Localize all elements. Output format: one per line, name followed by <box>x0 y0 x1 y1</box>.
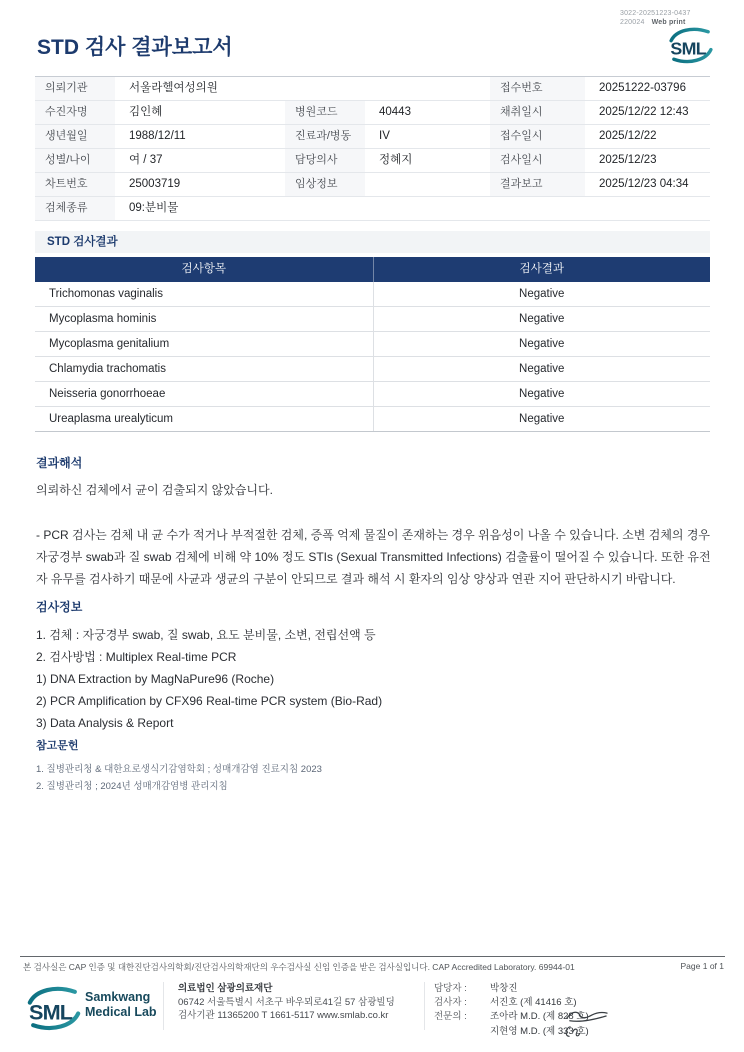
table-row <box>35 382 710 407</box>
patient-field-label: 접수번호 <box>490 77 585 101</box>
staff-label: 검사자 : <box>434 997 467 1009</box>
column-header-result: 검사결과 <box>373 257 711 282</box>
reference-line: 1. 질병관리청 & 대한요로생식기감염학회 ; 성매개감염 진료지침 2023 <box>36 764 322 775</box>
patient-field-value: 1988/12/11 <box>115 125 285 149</box>
staff-row <box>434 982 589 996</box>
test-result-cell: Negative <box>373 407 711 431</box>
section-title: 검사정보 <box>36 600 83 614</box>
logo-text: SML <box>29 999 73 1025</box>
company-org-name: 의료법인 삼광의료재단 <box>178 983 273 994</box>
patient-field-value: IV <box>365 125 490 149</box>
section-title: 결과해석 <box>36 456 83 470</box>
footer-vertical-divider <box>163 982 164 1030</box>
table-row <box>35 307 710 332</box>
patient-field-label: 병원코드 <box>285 101 365 125</box>
footer-vertical-divider <box>424 982 425 1030</box>
patient-field-value: 40443 <box>365 101 490 125</box>
patient-field-label: 의뢰기관 <box>35 77 115 101</box>
test-result-cell: Negative <box>373 382 711 406</box>
patient-field-value: 여 / 37 <box>115 149 285 173</box>
interpretation-summary: 의뢰하신 검체에서 균이 검출되지 않았습니다. <box>36 483 273 497</box>
staff-name: 서진호 (제 41416 호) <box>490 997 577 1009</box>
patient-field-value: 20251222-03796 <box>585 77 710 101</box>
footer-accreditation-row <box>23 961 724 973</box>
print-code-line1: 3022-20251223-0437 <box>620 10 691 17</box>
page-title: STD 검사 결과보고서 <box>37 36 233 59</box>
patient-field-label: 결과보고 <box>490 173 585 197</box>
company-registration: 검사기관 11365200 T 1661-5117 www.smlab.co.kr <box>178 1010 389 1021</box>
table-row <box>35 332 710 357</box>
test-result-cell: Negative <box>373 357 711 381</box>
patient-field-value: 2025/12/22 12:43 <box>585 101 710 125</box>
table-row <box>35 357 710 382</box>
staff-name: 박창진 <box>490 983 518 994</box>
patient-field-label: 진료과/병동 <box>285 125 365 149</box>
interpretation-section <box>36 454 712 590</box>
patient-field-value: 서울라헬여성의원 <box>115 77 490 101</box>
patient-field-label: 임상정보 <box>285 173 365 197</box>
test-info-line: 3) Data Analysis & Report <box>36 716 174 730</box>
print-code-line2: 220024 Web print <box>620 19 686 26</box>
patient-field-label: 성별/나이 <box>35 149 115 173</box>
signature-icon <box>566 1008 608 1024</box>
accreditation-text: 본 검사실은 CAP 인증 및 대한진단검사의학회/진단검사의학재단의 우수검사실 신임 인증을 받은 검사실입니다. CAP Accredited Laboratory. 69944-01 <box>23 962 575 972</box>
footer-divider <box>20 956 725 957</box>
patient-info-table <box>35 76 710 221</box>
lab-name-line1: Samkwang <box>85 990 151 1004</box>
references-section <box>36 737 712 795</box>
patient-field-value: 2025/12/23 <box>585 149 710 173</box>
table-row <box>35 282 710 307</box>
patient-field-label: 수진자명 <box>35 101 115 125</box>
staff-label: 전문의 : <box>434 1011 467 1023</box>
column-header-item: 검사항목 <box>181 263 226 275</box>
company-address: 06742 서울특별시 서초구 바우뫼로41길 57 삼광빌딩 <box>178 996 395 1008</box>
test-result-cell: Negative <box>373 282 711 306</box>
reference-line: 2. 질병관리청 ; 2024년 성매개감염병 관리지침 <box>36 781 228 792</box>
test-info-line: 1) DNA Extraction by MagNaPure96 (Roche) <box>36 672 275 686</box>
patient-field-value: 2025/12/22 <box>585 125 710 149</box>
company-info <box>178 982 395 1023</box>
patient-field-label: 검체종류 <box>35 197 115 221</box>
patient-field-label: 담당의사 <box>285 149 365 173</box>
patient-field-value: 25003719 <box>115 173 285 197</box>
patient-field-value: 09:분비물 <box>115 197 710 221</box>
test-item-cell: Mycoplasma genitalium <box>49 338 170 350</box>
patient-field-value: 2025/12/23 04:34 <box>585 173 710 197</box>
sml-logo-icon <box>669 27 713 64</box>
patient-field-value: 김인혜 <box>115 101 285 125</box>
patient-field-label: 차트번호 <box>35 173 115 197</box>
test-info-line: 1. 검체 : 자궁경부 swab, 질 swab, 요도 분비물, 소변, 전립선액 등 <box>36 628 376 642</box>
test-info-section <box>36 598 712 734</box>
web-print-label: Web print <box>651 19 686 26</box>
page-number: Page 1 of 1 <box>680 961 724 971</box>
test-result-cell: Negative <box>373 332 711 356</box>
test-info-line: 2. 검사방법 : Multiplex Real-time PCR <box>36 650 237 664</box>
test-item-cell: Mycoplasma hominis <box>49 313 157 325</box>
section-title: 참고문헌 <box>36 740 79 752</box>
lab-name-line2: Medical Lab <box>85 1004 157 1019</box>
interpretation-note: - PCR 검사는 검체 내 균 수가 적거나 부적절한 검체, 증폭 억제 물질이 존재하는 경우 위음성이 나올 수 있습니다. 소변 검체의 경우 자궁경부 swab과 질 swab 검체에 비해 약 10% 정도 STIs (Sexual Transmitted Infections) 검출률이 떨어질 수 있습니다. 또한 유전자 유무를 검사하기 때문에 사균과 생균의 구분이 안되므로 결과 해석 시 환자의 임상 양상과 연관 지어 판단하시기 바랍니다. <box>36 528 711 586</box>
patient-field-label: 접수일시 <box>490 125 585 149</box>
patient-field-value: 정혜지 <box>365 149 490 173</box>
print-code <box>620 9 691 27</box>
test-item-cell: Chlamydia trachomatis <box>49 363 166 375</box>
patient-field-label: 검사일시 <box>490 149 585 173</box>
patient-field-label: 채취일시 <box>490 101 585 125</box>
results-section-title: STD 검사결과 <box>35 231 710 253</box>
results-table-header <box>35 257 710 282</box>
results-table <box>35 257 710 432</box>
test-info-line: 2) PCR Amplification by CFX96 Real-time PCR system (Bio-Rad) <box>36 694 383 708</box>
lab-name <box>85 990 157 1019</box>
test-item-cell: Neisseria gonorrhoeae <box>49 388 166 400</box>
logo-text: SML <box>670 38 706 59</box>
sml-logo-icon <box>27 986 81 1031</box>
table-row <box>35 407 710 432</box>
patient-field-value <box>365 173 490 197</box>
staff-label <box>434 1025 478 1039</box>
test-result-cell: Negative <box>373 307 711 331</box>
test-item-cell: Trichomonas vaginalis <box>49 288 163 300</box>
staff-name: 조아라 M.D. (제 828 호) <box>490 1011 589 1023</box>
patient-field-label: 생년월일 <box>35 125 115 149</box>
staff-label: 담당자 : <box>434 983 467 994</box>
test-item-cell: Ureaplasma urealyticum <box>49 413 173 425</box>
signature-icon <box>562 1024 582 1041</box>
staff-name: 지현영 M.D. (제 333 호) <box>490 1025 589 1037</box>
